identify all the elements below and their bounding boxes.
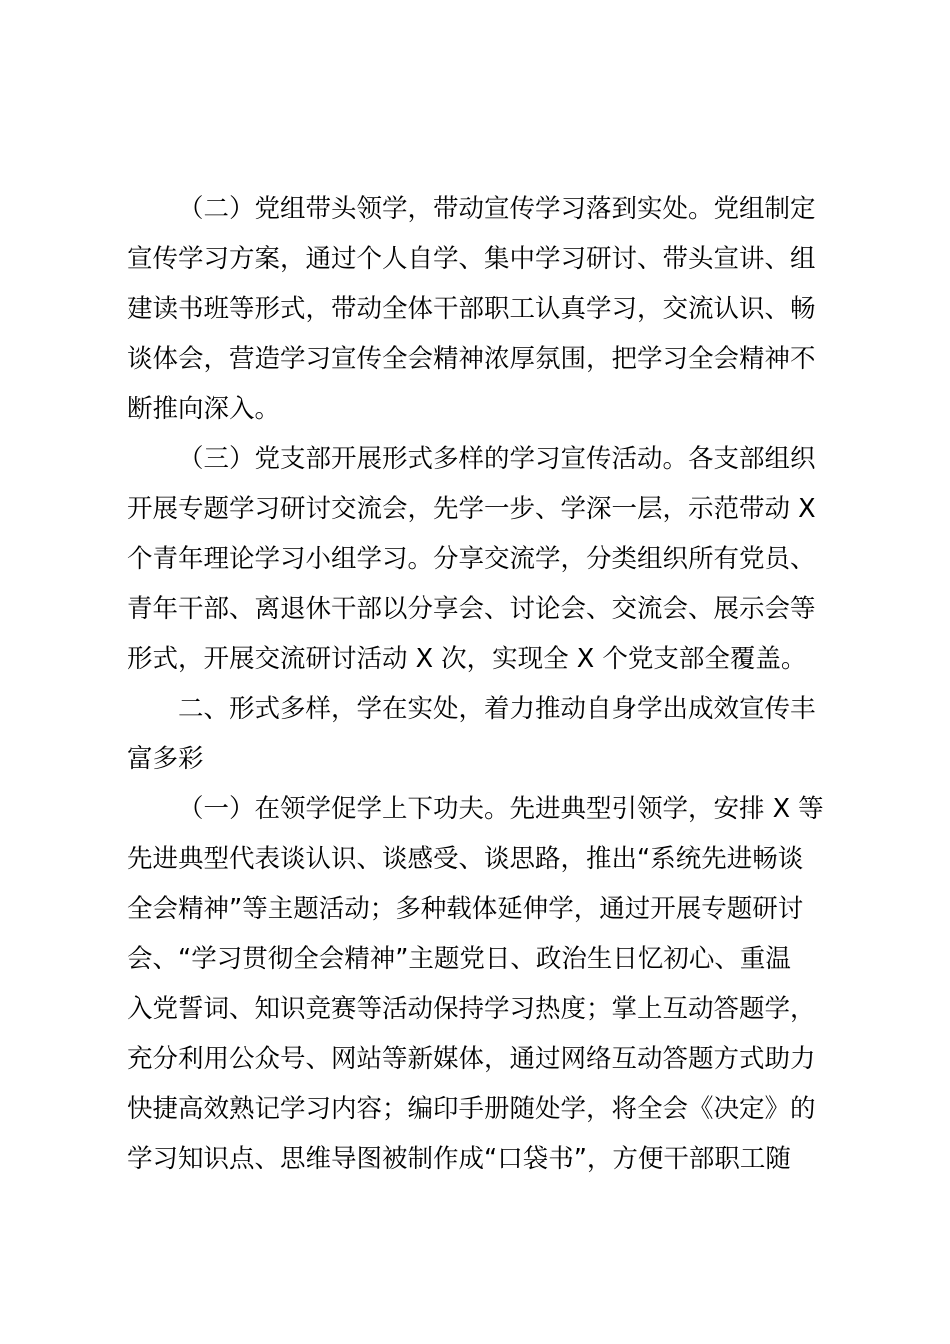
text-line: 全会精神”等主题活动；多种载体延伸学，通过开展专题研讨 xyxy=(127,894,804,924)
text-line: 会、“学习贯彻全会精神”主题党日、政治生日忆初心、重温 xyxy=(127,944,791,974)
text-line: （二）党组带头领学，带动宣传学习落到实处。党组制定 xyxy=(178,194,816,224)
text-line: （三）党支部开展形式多样的学习宣传活动。各支部组织 xyxy=(178,444,816,474)
text-line: 个青年理论学习小组学习。分享交流学，分类组织所有党员、 xyxy=(127,544,816,574)
text-line: 学习知识点、思维导图被制作成“口袋书”，方便干部职工随 xyxy=(127,1144,791,1174)
text-line: 富多彩 xyxy=(127,744,204,774)
text-line: 充分利用公众号、网站等新媒体，通过网络互动答题方式助力 xyxy=(127,1044,816,1074)
text-line: （一）在领学促学上下功夫。先进典型引领学，安排 X 等 xyxy=(178,794,824,824)
paragraph-section-2-1 xyxy=(127,784,831,1184)
text-line: 建读书班等形式，带动全体干部职工认真学习，交流认识、畅 xyxy=(127,294,816,324)
text-line: 开展专题学习研讨交流会，先学一步、学深一层，示范带动 X xyxy=(127,494,816,524)
paragraph-section-1-2 xyxy=(127,184,831,434)
text-line: 快捷高效熟记学习内容；编印手册随处学，将全会《决定》的 xyxy=(127,1094,816,1124)
text-line: 形式，开展交流研讨活动 X 次，实现全 X 个党支部全覆盖。 xyxy=(127,644,807,674)
document-body xyxy=(127,184,831,1184)
text-line: 断推向深入。 xyxy=(127,394,281,424)
text-line: 青年干部、离退休干部以分享会、讨论会、交流会、展示会等 xyxy=(127,594,816,624)
text-line: 入党誓词、知识竞赛等活动保持学习热度；掌上互动答题学， xyxy=(127,994,816,1024)
text-line: 二、形式多样，学在实处，着力推动自身学出成效宣传丰 xyxy=(178,694,816,724)
text-line: 宣传学习方案，通过个人自学、集中学习研讨、带头宣讲、组 xyxy=(127,244,816,274)
section-heading xyxy=(127,684,831,784)
text-line: 先进典型代表谈认识、谈感受、谈思路，推出“系统先进畅谈 xyxy=(127,844,804,874)
text-line: 谈体会，营造学习宣传全会精神浓厚氛围，把学习全会精神不 xyxy=(127,344,816,374)
paragraph-section-1-3 xyxy=(127,434,831,684)
